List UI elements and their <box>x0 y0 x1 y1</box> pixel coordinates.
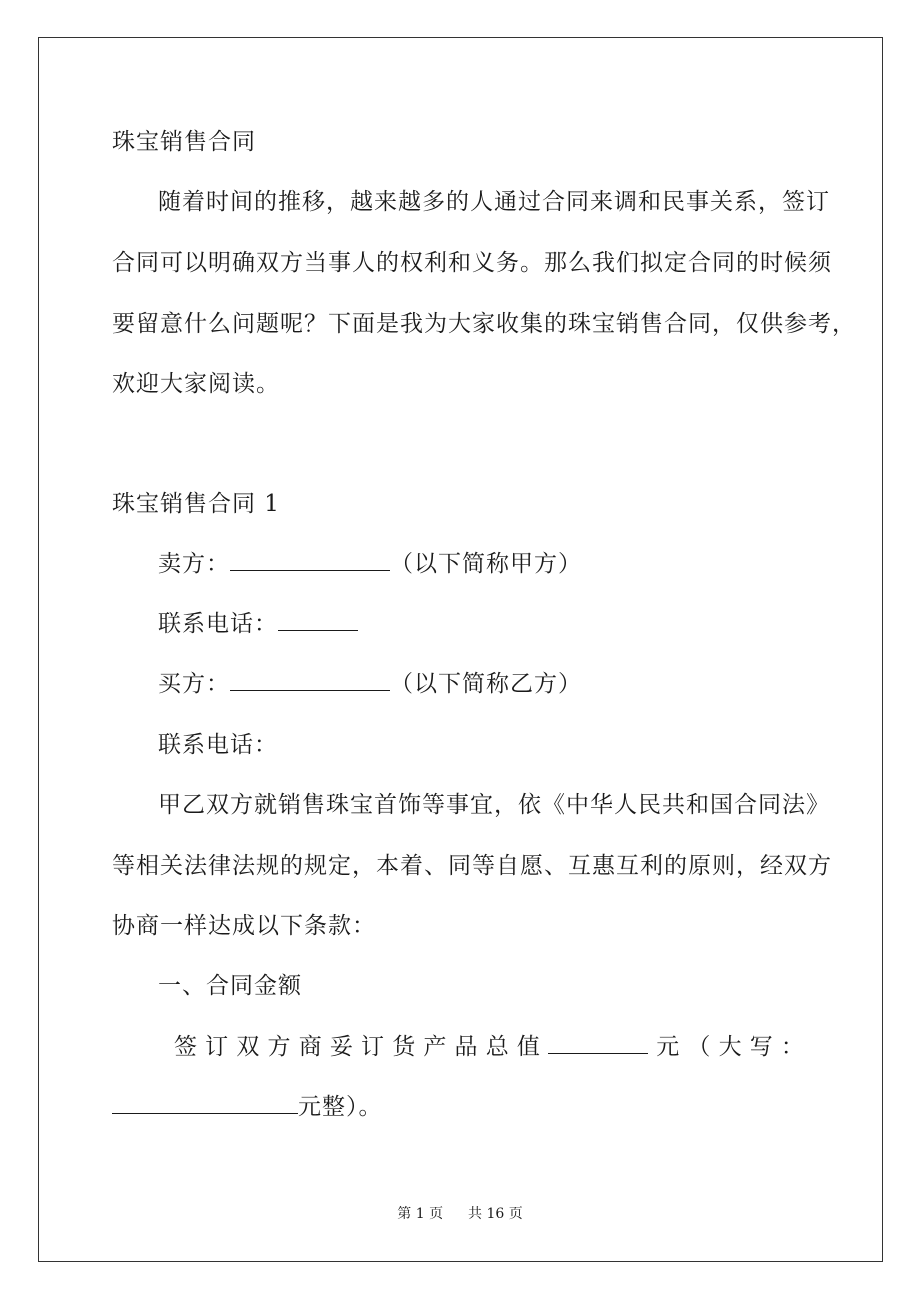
basis-line-3: 协商一样达成以下条款： <box>112 913 376 939</box>
amount-paren-char: （ <box>687 1034 711 1060</box>
page-number: 第 1 页 <box>397 1206 444 1222</box>
seller-suffix: （以下简称甲方） <box>390 551 582 577</box>
amount-blank[interactable] <box>548 1033 648 1054</box>
buyer-line <box>158 669 582 699</box>
amount-char: 品 <box>454 1034 478 1060</box>
buyer-blank[interactable] <box>230 670 390 691</box>
amount-char: 总 <box>485 1034 509 1060</box>
amount-char: 订 <box>361 1034 385 1060</box>
amount-paren-char: 写 <box>749 1034 773 1060</box>
amount-char: 商 <box>298 1034 322 1060</box>
seller-phone-blank[interactable] <box>278 610 358 631</box>
intro-line-3: 要留意什么问题呢？下面是我为大家收集的珠宝销售合同，仅供参考， <box>112 311 856 337</box>
basis-line-1: 甲乙双方就销售珠宝首饰等事宜，依《中华人民共和国合同法》 <box>158 792 830 818</box>
intro-line-4: 欢迎大家阅读。 <box>112 371 280 397</box>
buyer-label: 买方： <box>158 671 230 697</box>
buyer-phone-label: 联系电话： <box>158 732 278 758</box>
seller-phone-line <box>158 609 358 639</box>
seller-line <box>158 549 582 579</box>
clause-one-title: 一、合同金额 <box>158 973 302 999</box>
intro-line-1: 随着时间的推移，越来越多的人通过合同来调和民事关系，签订 <box>158 189 830 215</box>
amount-unit: 元 <box>656 1034 680 1060</box>
amount-end: 元整）。 <box>298 1094 383 1120</box>
amount-char: 签 <box>174 1034 197 1060</box>
amount-char: 妥 <box>329 1034 353 1060</box>
amount-char: 方 <box>267 1034 291 1060</box>
amount-paren-char: ： <box>780 1034 804 1060</box>
amount-char: 订 <box>205 1034 229 1060</box>
page-border <box>38 37 883 1262</box>
amount-char: 值 <box>516 1034 540 1060</box>
amount-char: 货 <box>392 1034 416 1060</box>
amount-char: 产 <box>423 1034 447 1060</box>
amount-char: 双 <box>236 1034 260 1060</box>
buyer-suffix: （以下简称乙方） <box>390 671 582 697</box>
page-total: 共 16 页 <box>468 1206 523 1222</box>
amount-capital-blank[interactable] <box>112 1093 298 1114</box>
basis-line-2: 等相关法律法规的规定，本着、同等自愿、互惠互利的原则，经双方 <box>112 853 832 879</box>
buyer-phone-line <box>158 730 278 760</box>
section-title: 珠宝销售合同 1 <box>112 491 280 517</box>
seller-label: 卖方： <box>158 551 230 577</box>
amount-line <box>174 1032 804 1062</box>
amount-capital-line <box>112 1092 383 1122</box>
seller-phone-label: 联系电话： <box>158 611 278 637</box>
amount-paren-char: 大 <box>718 1034 742 1060</box>
page-footer <box>0 1205 920 1223</box>
intro-line-2: 合同可以明确双方当事人的权利和义务。那么我们拟定合同的时候须 <box>112 250 832 276</box>
seller-blank[interactable] <box>230 550 390 571</box>
document-title: 珠宝销售合同 <box>112 129 256 155</box>
